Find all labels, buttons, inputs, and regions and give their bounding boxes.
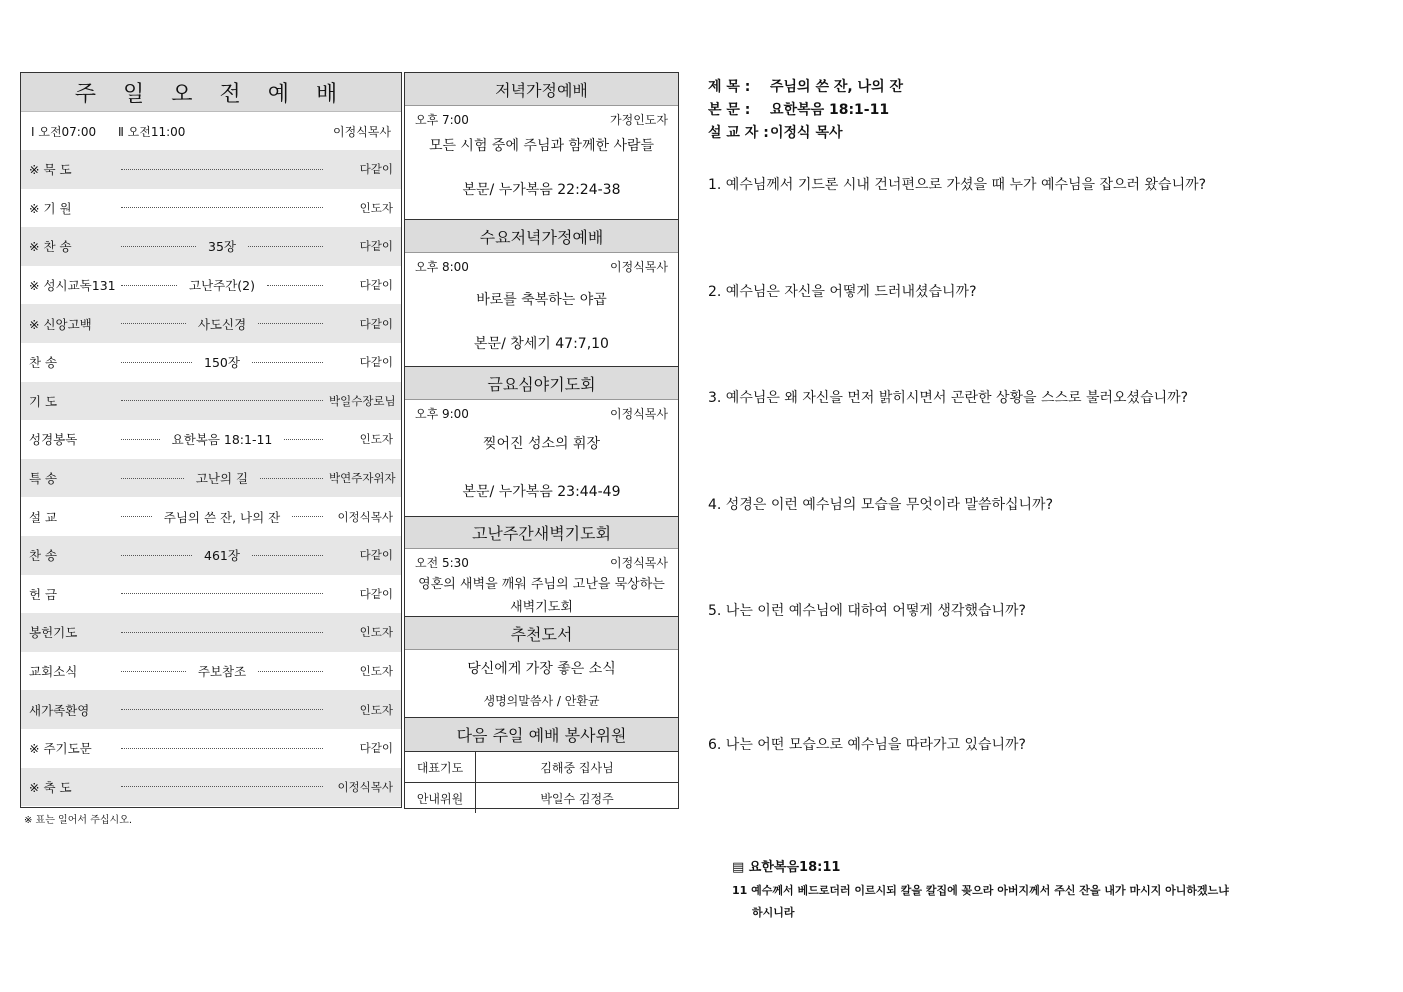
worship-title: 주 일 오 전 예 배 (21, 73, 401, 112)
evening-leader: 가정인도자 (610, 112, 668, 127)
leader-dots (248, 246, 323, 247)
worship-item (21, 536, 401, 575)
leader-dots (121, 748, 323, 749)
evening-text: 본문/ 누가복음 22:24-38 (462, 182, 621, 198)
leader-dots (267, 285, 323, 286)
worship-item-label: 찬 송 (29, 548, 58, 564)
friday-title: 금요심야기도회 (405, 367, 678, 400)
wednesday-title: 수요저녁가정예배 (405, 220, 678, 253)
service-time-1: Ⅰ 오전07:00 (31, 124, 97, 139)
worship-item (21, 652, 401, 691)
worship-item-label: 성경봉독 (29, 432, 78, 448)
question-3: 3. 예수님은 왜 자신을 먼저 밝히시면서 곤란한 상황을 스스로 불러오셨습니까? (708, 390, 1189, 406)
worship-item-leader: 인도자 (359, 432, 393, 447)
dawn-leader: 이정식목사 (610, 555, 668, 570)
wednesday-service-section (405, 220, 678, 367)
worship-item (21, 690, 401, 729)
sermon-title-key: 제 목 : (708, 79, 751, 95)
book-name: 당신에게 가장 좋은 소식 (467, 661, 616, 677)
worship-item-leader: 인도자 (359, 200, 393, 215)
worship-item-label: 헌 금 (29, 586, 58, 602)
leader-dots (121, 709, 323, 710)
book-author: 생명의말씀사 / 안환균 (483, 694, 600, 708)
volunteers-table (405, 751, 678, 813)
worship-leader: 이정식목사 (333, 124, 391, 139)
worship-item-detail: 고난의 길 (195, 471, 249, 487)
friday-theme: 찢어진 성소의 휘장 (482, 436, 601, 452)
evening-time: 오후 7:00 (415, 112, 469, 127)
worship-item-label: 봉헌기도 (29, 625, 78, 641)
worship-item (21, 613, 401, 652)
worship-times-row (21, 112, 401, 150)
worship-item (21, 575, 401, 614)
evening-service-section (405, 73, 678, 220)
sermon-info (708, 76, 903, 145)
leader-dots (121, 169, 323, 170)
worship-item (21, 420, 401, 459)
worship-item-label: ※ 축 도 (29, 779, 72, 795)
dawn-theme-line2: 새벽기도회 (510, 600, 573, 615)
table-row (405, 783, 678, 814)
leader-dots (121, 439, 160, 440)
friday-service-section (405, 367, 678, 517)
worship-item (21, 459, 401, 498)
worship-item-detail: 사도신경 (197, 316, 247, 332)
passage-line-2: 하시니라 (752, 906, 795, 919)
worship-item (21, 729, 401, 768)
worship-item-label: 찬 송 (29, 355, 58, 371)
worship-item-detail: 고난주간(2) (189, 278, 256, 294)
worship-item-label: 기 도 (29, 393, 58, 409)
sermon-text: 요한복음 18:1-11 (770, 102, 890, 118)
dawn-title: 고난주간새벽기도회 (405, 517, 678, 549)
sermon-preacher: 이정식 목사 (770, 125, 843, 141)
worship-item-leader: 인도자 (359, 664, 393, 679)
dawn-time: 오전 5:30 (415, 555, 469, 570)
wednesday-text: 본문/ 창세기 47:7,10 (474, 336, 609, 352)
volunteer-name: 김해중 집사님 (476, 752, 679, 783)
friday-text: 본문/ 누가복음 23:44-49 (462, 484, 621, 500)
worship-item (21, 304, 401, 343)
worship-item-leader: 다같이 (359, 162, 393, 177)
passage-text (732, 880, 1332, 924)
leader-dots (121, 671, 186, 672)
leader-dots (121, 632, 323, 633)
question-2: 2. 예수님은 자신을 어떻게 드러내셨습니까? (708, 284, 977, 300)
worship-item-label: 설 교 (29, 509, 58, 525)
question-1: 1. 예수님께서 기드론 시내 건너편으로 가셨을 때 누가 예수님을 잡으러 왔습니까? (708, 177, 1207, 193)
sermon-title: 주님의 쓴 잔, 나의 잔 (770, 79, 904, 95)
worship-item-leader: 다같이 (359, 548, 393, 563)
wednesday-theme: 바로를 축복하는 야곱 (476, 292, 607, 308)
worship-item (21, 768, 401, 807)
standing-footnote: ※ 표는 일어서 주십시오. (24, 815, 133, 826)
worship-item (21, 227, 401, 266)
leader-dots (121, 478, 184, 479)
leader-dots (121, 400, 323, 401)
evening-title: 저녁가정예배 (405, 73, 678, 106)
question-4: 4. 성경은 이런 예수님의 모습을 무엇이라 말씀하십니까? (708, 497, 1054, 513)
volunteer-role: 대표기도 (405, 752, 476, 783)
worship-item-leader: 이정식목사 (337, 779, 393, 794)
leader-dots (260, 478, 323, 479)
leader-dots (121, 246, 196, 247)
wednesday-leader: 이정식목사 (610, 259, 668, 274)
leader-dots (121, 285, 177, 286)
worship-item-detail: 461장 (204, 548, 240, 564)
worship-item-detail: 주님의 쓴 잔, 나의 잔 (163, 509, 281, 525)
friday-leader: 이정식목사 (610, 406, 668, 421)
worship-item-leader: 인도자 (359, 625, 393, 640)
volunteer-role: 안내위원 (405, 783, 476, 814)
worship-item-label: ※ 주기도문 (29, 741, 92, 757)
services-panel (404, 72, 679, 809)
worship-item-leader: 박일수장로님 (329, 393, 396, 408)
leader-dots (252, 362, 323, 363)
book-title: 추천도서 (405, 617, 678, 650)
leader-dots (252, 555, 323, 556)
worship-item-leader: 박연주자위자 (329, 471, 396, 486)
recommended-book-section (405, 617, 678, 718)
leader-dots (121, 323, 186, 324)
worship-item-label: ※ 찬 송 (29, 239, 72, 255)
volunteers-section (405, 718, 678, 813)
worship-item-detail: 35장 (208, 239, 236, 255)
leader-dots (258, 671, 323, 672)
service-time-2: Ⅱ 오전11:00 (117, 124, 186, 139)
friday-time: 오후 9:00 (415, 406, 469, 421)
leader-dots (121, 362, 192, 363)
leader-dots (292, 516, 323, 517)
worship-item-leader: 다같이 (359, 586, 393, 601)
table-row (405, 752, 678, 783)
worship-item-detail: 150장 (204, 355, 240, 371)
worship-item (21, 343, 401, 382)
worship-item-detail: 요한복음 18:1-11 (171, 432, 273, 448)
worship-item-label: ※ 묵 도 (29, 162, 72, 178)
worship-item-leader: 다같이 (359, 278, 393, 293)
worship-order-list (21, 150, 401, 806)
worship-item-label: 새가족환영 (29, 702, 90, 718)
dawn-service-section (405, 517, 678, 617)
passage-line-1: 11 예수께서 베드로더러 이르시되 칼을 칼집에 꽂으라 아버지께서 주신 잔을 내가 마시지 아니하겠느냐 (732, 884, 1229, 897)
worship-item (21, 266, 401, 305)
leader-dots (121, 786, 323, 787)
worship-item-leader: 이정식목사 (337, 509, 393, 524)
worship-item (21, 189, 401, 228)
leader-dots (121, 207, 323, 208)
worship-item (21, 150, 401, 189)
question-6: 6. 나는 어떤 모습으로 예수님을 따라가고 있습니까? (708, 737, 1026, 753)
leader-dots (121, 516, 152, 517)
worship-item-detail: 주보참조 (197, 664, 247, 680)
leader-dots (258, 323, 323, 324)
leader-dots (121, 555, 192, 556)
worship-item-leader: 다같이 (359, 316, 393, 331)
worship-item-label: ※ 신앙고백 (29, 316, 92, 332)
worship-item-label: 교회소식 (29, 664, 78, 680)
worship-item-leader: 인도자 (359, 702, 393, 717)
dawn-theme-line1: 영혼의 새벽을 깨워 주님의 고난을 묵상하는 (418, 577, 665, 592)
sermon-preacher-key: 설 교 자 : (708, 125, 769, 141)
worship-item-label: ※ 기 원 (29, 200, 72, 216)
worship-item-label: ※ 성시교독131 (29, 278, 116, 294)
worship-item (21, 497, 401, 536)
worship-item (21, 382, 401, 421)
volunteers-title: 다음 주일 예배 봉사위원 (405, 718, 678, 751)
question-5: 5. 나는 이런 예수님에 대하여 어떻게 생각했습니까? (708, 603, 1026, 619)
worship-item-label: 특 송 (29, 471, 58, 487)
worship-item-leader: 다같이 (359, 355, 393, 370)
passage-heading: ▤ 요한복음18:11 (732, 860, 841, 875)
wednesday-time: 오후 8:00 (415, 259, 469, 274)
worship-item-leader: 다같이 (359, 239, 393, 254)
worship-order-panel (20, 72, 402, 808)
sermon-text-key: 본 문 : (708, 102, 751, 118)
evening-theme: 모든 시험 중에 주님과 함께한 사람들 (428, 138, 655, 154)
leader-dots (284, 439, 323, 440)
leader-dots (121, 593, 323, 594)
volunteer-name: 박일수 김정주 (476, 783, 679, 814)
worship-item-leader: 다같이 (359, 741, 393, 756)
